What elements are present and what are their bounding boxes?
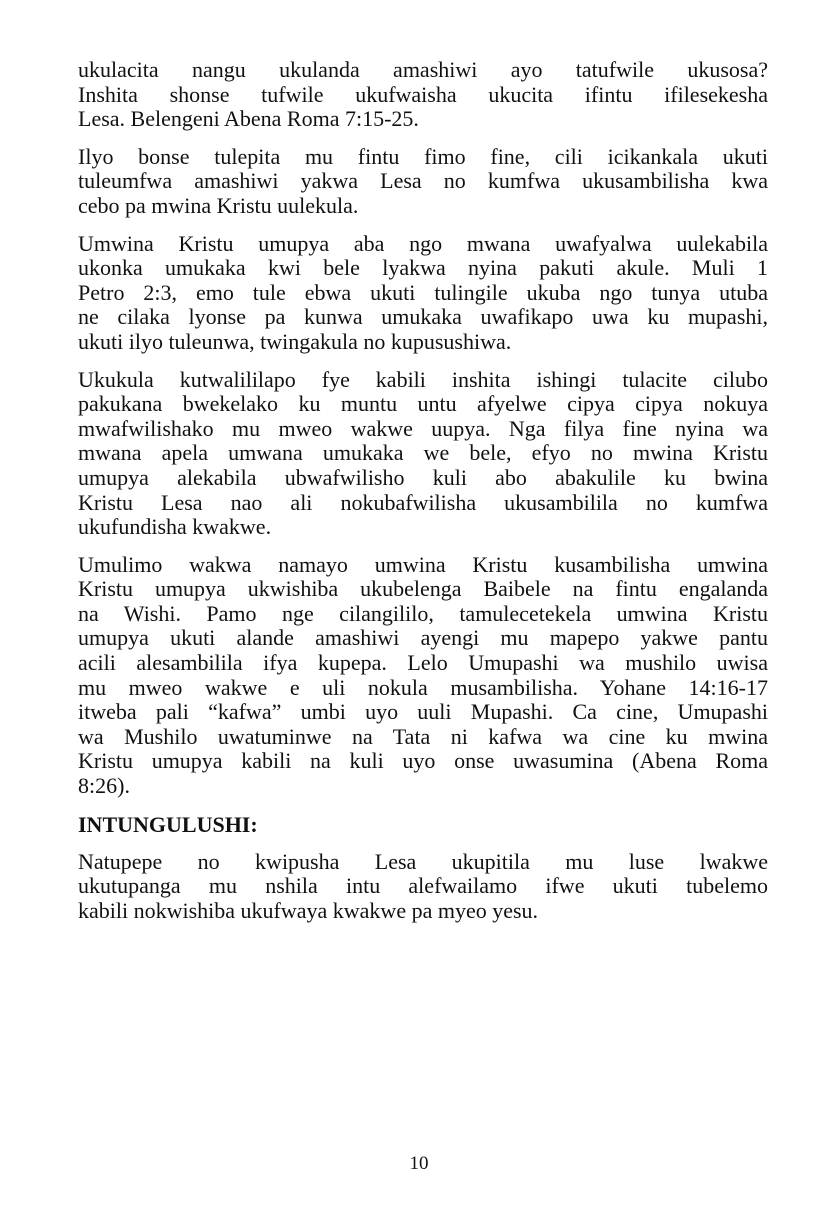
text-line: cebo pa mwina Kristu uulekula. <box>78 192 359 218</box>
text-line: mwana apela umwana umukaka we bele, efyo no mwina Kristu <box>78 440 768 466</box>
text-line: mu mweo wakwe e uli nokula musambilisha. Yohane 14:16-17 <box>78 674 768 700</box>
text-line: Umwina Kristu umupya aba ngo mwana uwafyalwa uulekabila <box>78 230 768 256</box>
text-line: Kristu umupya ukwishiba ukubelenga Baibele na fintu engalanda <box>78 576 768 602</box>
text-line: Ukukula kutwalililapo fye kabili inshita ishingi tulacite cilubo <box>78 366 768 392</box>
text-line: kabili nokwishiba ukufwaya kwakwe pa myeo yesu. <box>78 897 539 923</box>
text-line: ukufundisha kwakwe. <box>78 514 272 540</box>
paragraph <box>78 145 768 219</box>
text-line: acili alesambilila ifya kupepa. Lelo Umupashi wa mushilo uwisa <box>78 650 768 676</box>
text-line: Petro 2:3, emo tule ebwa ukuti tulingile ukuba ngo tunya utuba <box>78 279 768 305</box>
text-line: Umulimo wakwa namayo umwina Kristu kusambilisha umwina <box>78 551 768 577</box>
text-line: na Wishi. Pamo nge cilangililo, tamulecetekela umwina Kristu <box>78 600 768 626</box>
paragraph <box>78 58 768 132</box>
page-body <box>78 58 768 936</box>
text-line: Kristu umupya kabili na kuli uyo onse uwasumina (Abena Roma <box>78 748 768 774</box>
text-line: Kristu Lesa nao ali nokubafwilisha ukusambilila no kumfwa <box>78 489 768 515</box>
text-line: wa Mushilo uwatuminwe na Tata ni kafwa wa cine ku mwina <box>78 723 768 749</box>
text-line: ukulacita nangu ukulanda amashiwi ayo tatufwile ukusosa? <box>78 57 768 82</box>
text-line: mwafwilishako mu mweo wakwe uupya. Nga filya fine nyina wa <box>78 415 768 441</box>
text-line: Ilyo bonse tulepita mu fintu fimo fine, cili icikankala ukuti <box>78 143 768 169</box>
section-heading: INTUNGULUSHI: <box>78 811 258 837</box>
text-line: ne cilaka lyonse pa kunwa umukaka uwafikapo uwa ku mupashi, <box>78 304 768 330</box>
text-line: 8:26). <box>78 773 130 799</box>
text-line: Inshita shonse tufwile ukufwaisha ukucita ifintu ifilesekesha <box>78 81 768 107</box>
closing-paragraph <box>78 850 768 924</box>
text-line: umupya alekabila ubwafwilisho kuli abo abakulile ku bwina <box>78 464 768 490</box>
text-line: tuleumfwa amashiwi yakwa Lesa no kumfwa ukusambilisha kwa <box>78 168 768 194</box>
paragraph <box>78 368 768 540</box>
text-line: ukuti ilyo tuleunwa, twingakula no kupusushiwa. <box>78 328 512 354</box>
text-line: itweba pali “kafwa” umbi uyo uuli Mupashi. Ca cine, Umupashi <box>78 699 768 725</box>
paragraph <box>78 553 768 799</box>
body-paragraphs <box>78 58 768 799</box>
text-line: ukonka umukaka kwi bele lyakwa nyina pakuti akule. Muli 1 <box>78 255 768 281</box>
text-line: ukutupanga mu nshila intu alefwailamo ifwe ukuti tubelemo <box>78 873 768 899</box>
page-number: 10 <box>409 1153 429 1174</box>
paragraph <box>78 232 768 355</box>
text-line: pakukana bwekelako ku muntu untu afyelwe cipya cipya nokuya <box>78 391 768 417</box>
text-line: Natupepe no kwipusha Lesa ukupitila mu luse lwakwe <box>78 848 768 874</box>
text-line: Lesa. Belengeni Abena Roma 7:15-25. <box>78 106 419 132</box>
text-line: umupya ukuti alande amashiwi ayengi mu mapepo yakwe pantu <box>78 625 768 651</box>
